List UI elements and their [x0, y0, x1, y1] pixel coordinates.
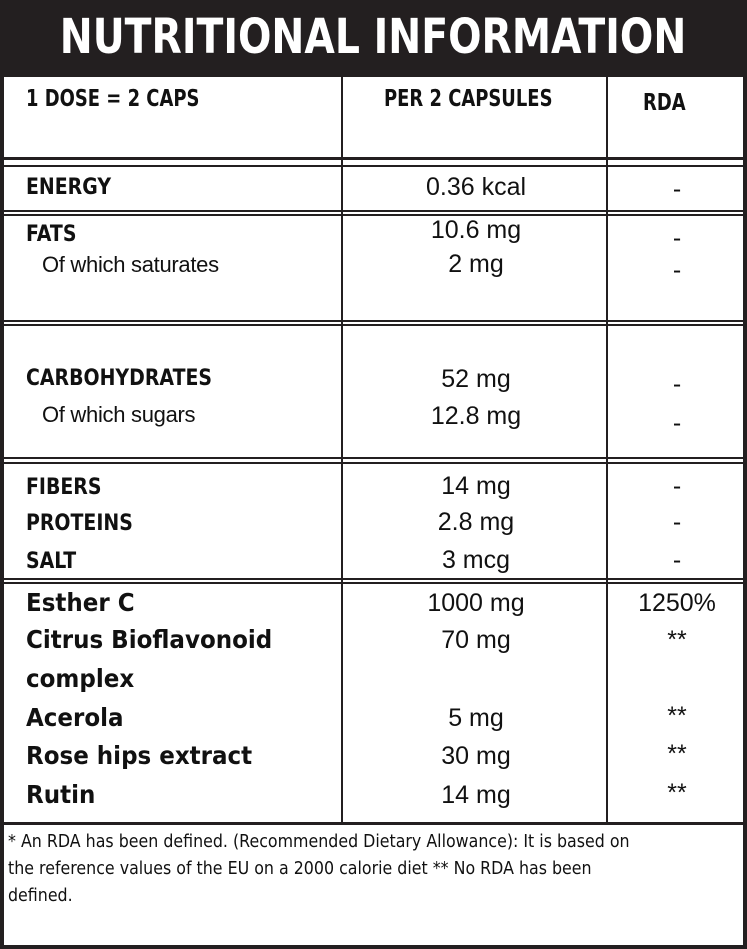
- divider: [4, 320, 743, 322]
- row-value-sugars: 12.8 mg: [430, 402, 522, 430]
- ingredient-label-acerola: Acerola: [26, 703, 124, 732]
- row-rda-fibers: -: [672, 472, 682, 500]
- row-rda-proteins: -: [672, 508, 682, 536]
- row-value-energy: 0.36 kcal: [425, 173, 527, 201]
- divider: [4, 462, 743, 464]
- row-label-proteins: PROTEINS: [26, 511, 133, 536]
- ingredient-rda-acerola: **: [667, 702, 687, 730]
- ingredient-value-esther-c: 1000 mg: [427, 589, 525, 617]
- row-rda-saturates: -: [672, 256, 682, 284]
- ingredient-value-rose-hips: 30 mg: [441, 742, 511, 770]
- row-rda-carbohydrates: -: [672, 370, 682, 398]
- row-label-sugars: Of which sugars: [42, 402, 196, 427]
- row-value-carbohydrates: 52 mg: [441, 365, 511, 393]
- row-label-saturates: Of which saturates: [42, 252, 219, 277]
- row-label-carbohydrates: CARBOHYDRATES: [26, 366, 213, 391]
- divider: [4, 822, 743, 825]
- row-value-saturates: 2 mg: [448, 250, 504, 278]
- ingredient-label-citrus-cont: complex: [26, 664, 135, 693]
- page-title: NUTRITIONAL INFORMATION: [60, 8, 687, 65]
- row-label-fibers: FIBERS: [26, 475, 102, 500]
- ingredient-rda-rose-hips: **: [667, 740, 687, 768]
- footnote-line-2: the reference values of the EU on a 2000 calorie diet ** No RDA has been: [8, 858, 592, 879]
- ingredient-value-rutin: 14 mg: [441, 781, 511, 809]
- divider: [4, 165, 743, 167]
- ingredient-rda-rutin: **: [667, 779, 687, 807]
- ingredient-label-esther-c: Esther C: [26, 588, 135, 617]
- divider: [4, 578, 743, 580]
- column-divider: [341, 77, 343, 822]
- title-bar: [0, 0, 747, 73]
- row-rda-salt: -: [672, 546, 682, 574]
- ingredient-rda-esther-c: 1250%: [638, 589, 716, 617]
- ingredient-rda-citrus: **: [667, 626, 687, 654]
- row-label-energy: ENERGY: [26, 175, 112, 200]
- row-rda-energy: -: [672, 175, 682, 203]
- footnote-line-3: defined.: [8, 885, 73, 906]
- header-dose: 1 DOSE = 2 CAPS: [26, 86, 200, 112]
- divider: [4, 73, 743, 77]
- divider: [4, 324, 743, 326]
- row-value-salt: 3 mcg: [441, 546, 511, 574]
- ingredient-label-citrus: Citrus Bioflavonoid: [26, 625, 273, 654]
- footnote: [8, 828, 743, 909]
- ingredient-label-rose-hips: Rose hips extract: [26, 741, 253, 770]
- ingredient-label-rutin: Rutin: [26, 780, 96, 809]
- ingredient-value-citrus: 70 mg: [441, 626, 511, 654]
- ingredient-value-acerola: 5 mg: [448, 704, 504, 732]
- header-per-capsules: PER 2 CAPSULES: [384, 86, 553, 112]
- row-rda-sugars: -: [672, 409, 682, 437]
- footnote-line-1: * An RDA has been defined. (Recommended Dietary Allowance): It is based on: [8, 831, 630, 852]
- row-label-fats: FATS: [26, 222, 77, 247]
- row-value-fats: 10.6 mg: [430, 216, 522, 244]
- divider: [4, 582, 743, 584]
- row-label-salt: SALT: [26, 549, 77, 574]
- header-rda: RDA: [643, 90, 686, 116]
- row-value-fibers: 14 mg: [441, 472, 511, 500]
- divider: [4, 157, 743, 160]
- divider: [4, 457, 743, 459]
- divider: [4, 210, 743, 212]
- row-rda-fats: -: [672, 224, 682, 252]
- row-value-proteins: 2.8 mg: [437, 508, 515, 536]
